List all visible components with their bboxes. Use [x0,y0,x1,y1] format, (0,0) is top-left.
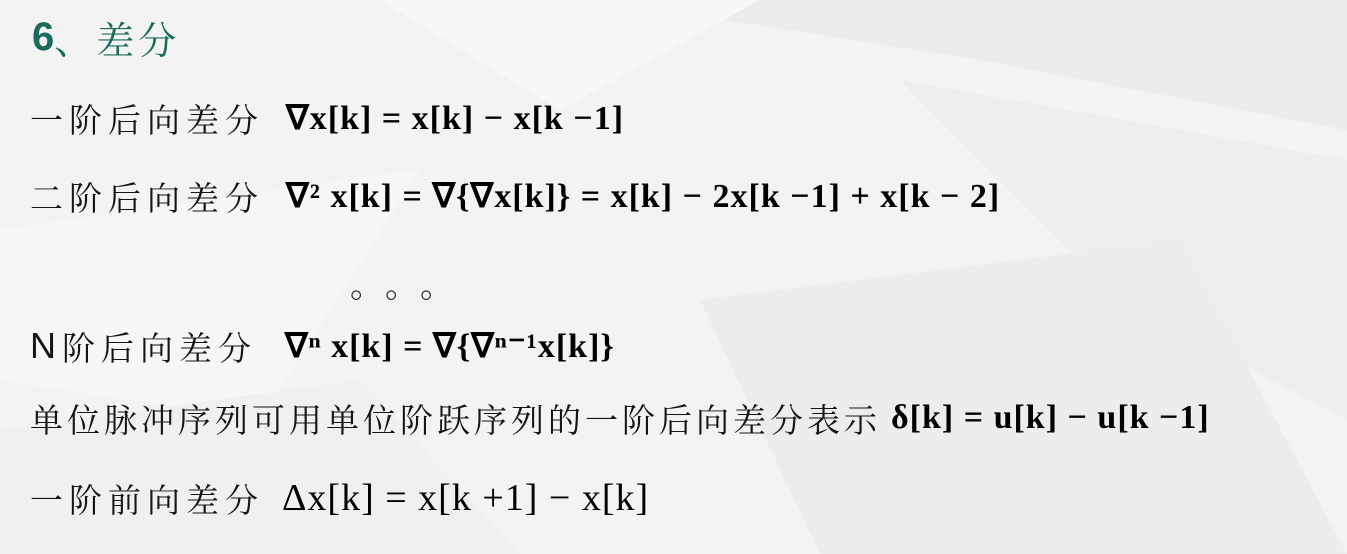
row-nth-order-backward [30,320,615,372]
row-first-order-backward [30,92,624,144]
ellipsis: 。。。 [350,266,472,306]
label-second-order-backward: 二阶后向差分 [30,178,264,218]
title-number: 6 [32,14,55,59]
label-unit-impulse: 单位脉冲序列可用单位阶跃序列的一阶后向差分表示 [30,400,881,440]
formula-first-order-backward: ∇x[k] = x[k] − x[k −1] [286,100,625,137]
formula-unit-impulse: δ[k] = u[k] − u[k −1] [891,399,1210,436]
label-first-order-backward: 一阶后向差分 [30,100,264,140]
slide-title [32,8,180,66]
row-second-order-backward [30,170,1000,222]
row-first-order-forward [30,470,649,526]
formula-second-order-backward: ∇² x[k] = ∇{∇x[k]} = x[k] − 2x[k −1] + x[k − 2] [286,178,1001,215]
label-first-order-forward: 一阶前向差分 [30,480,264,520]
formula-nth-order-backward: ∇ⁿ x[k] = ∇{∇ⁿ⁻¹x[k]} [285,328,615,365]
formula-first-order-forward: Δx[k] = x[k +1] − x[k] [282,477,650,519]
label-nth-order-lead: N [30,325,62,366]
title-separator: 、 [54,18,97,63]
row-unit-impulse [30,392,1210,444]
title-text: 差分 [96,18,181,63]
label-nth-order-backward: 阶后向差分 [62,328,257,368]
